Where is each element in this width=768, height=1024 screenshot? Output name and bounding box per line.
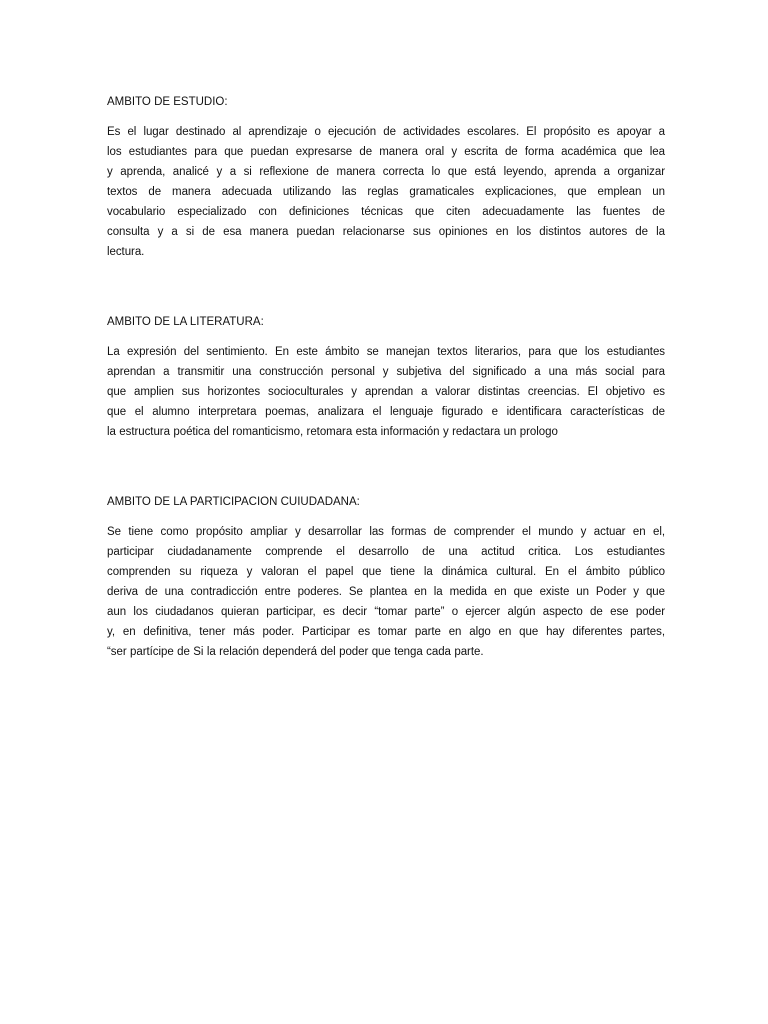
paragraph-line: y aprenda, analicé y a si reflexione de manera correcta lo que está leyendo, aprenda a organizar bbox=[107, 166, 665, 178]
paragraph-line: que el alumno interpretara poemas, analizara el lenguaje figurado e identificara características de bbox=[107, 406, 665, 418]
paragraph-line: La expresión del sentimiento. En este ámbito se manejan textos literarios, para que los estudiantes bbox=[107, 346, 665, 358]
paragraph-line: deriva de una contradicción entre poderes. Se plantea en la medida en que existe un Poder y que bbox=[107, 586, 665, 598]
section-heading: AMBITO DE ESTUDIO: bbox=[107, 96, 228, 108]
section-ambito-estudio bbox=[107, 92, 665, 262]
section-ambito-participacion bbox=[107, 492, 665, 662]
paragraph-line: Se tiene como propósito ampliar y desarrollar las formas de comprender el mundo y actuar en el, bbox=[107, 526, 665, 538]
paragraph-line: que amplien sus horizontes socioculturales y aprendan a valorar distintas creencias. El objetivo es bbox=[107, 386, 665, 398]
paragraph-line: consulta y a si de esa manera puedan relacionarse sus opiniones en los distintos autores de la bbox=[107, 226, 665, 238]
section-paragraph bbox=[107, 522, 665, 662]
paragraph-line: aun los ciudadanos quieran participar, es decir “tomar parte” o ejercer algún aspecto de ese poder bbox=[107, 606, 665, 618]
paragraph-line: Es el lugar destinado al aprendizaje o ejecución de actividades escolares. El propósito es apoyar a bbox=[107, 126, 665, 138]
document-body bbox=[107, 92, 665, 662]
paragraph-line: y, en definitiva, tener más poder. Participar es tomar parte en algo en que hay diferentes partes, bbox=[107, 626, 665, 638]
paragraph-line: vocabulario especializado con definiciones técnicas que citen adecuadamente las fuentes de bbox=[107, 206, 665, 218]
paragraph-line: “ser partícipe de Si la relación dependerá del poder que tenga cada parte. bbox=[107, 646, 484, 658]
section-paragraph bbox=[107, 122, 665, 262]
section-heading: AMBITO DE LA LITERATURA: bbox=[107, 316, 264, 328]
paragraph-line: los estudiantes para que puedan expresarse de manera oral y escrita de forma académica que lea bbox=[107, 146, 665, 158]
paragraph-line: participar ciudadanamente comprende el desarrollo de una actitud critica. Los estudiantes bbox=[107, 546, 665, 558]
paragraph-line: aprendan a transmitir una construcción personal y subjetiva del significado a una más social para bbox=[107, 366, 665, 378]
section-ambito-literatura bbox=[107, 312, 665, 442]
paragraph-line: textos de manera adecuada utilizando las reglas gramaticales explicaciones, que emplean un bbox=[107, 186, 665, 198]
section-paragraph bbox=[107, 342, 665, 442]
section-heading: AMBITO DE LA PARTICIPACION CUIUDADANA: bbox=[107, 496, 360, 508]
paragraph-line: lectura. bbox=[107, 246, 145, 258]
paragraph-line: la estructura poética del romanticismo, retomara esta información y redactara un prologo bbox=[107, 426, 558, 438]
paragraph-line: comprenden su riqueza y valoran el papel que tiene la dinámica cultural. En el ámbito público bbox=[107, 566, 665, 578]
